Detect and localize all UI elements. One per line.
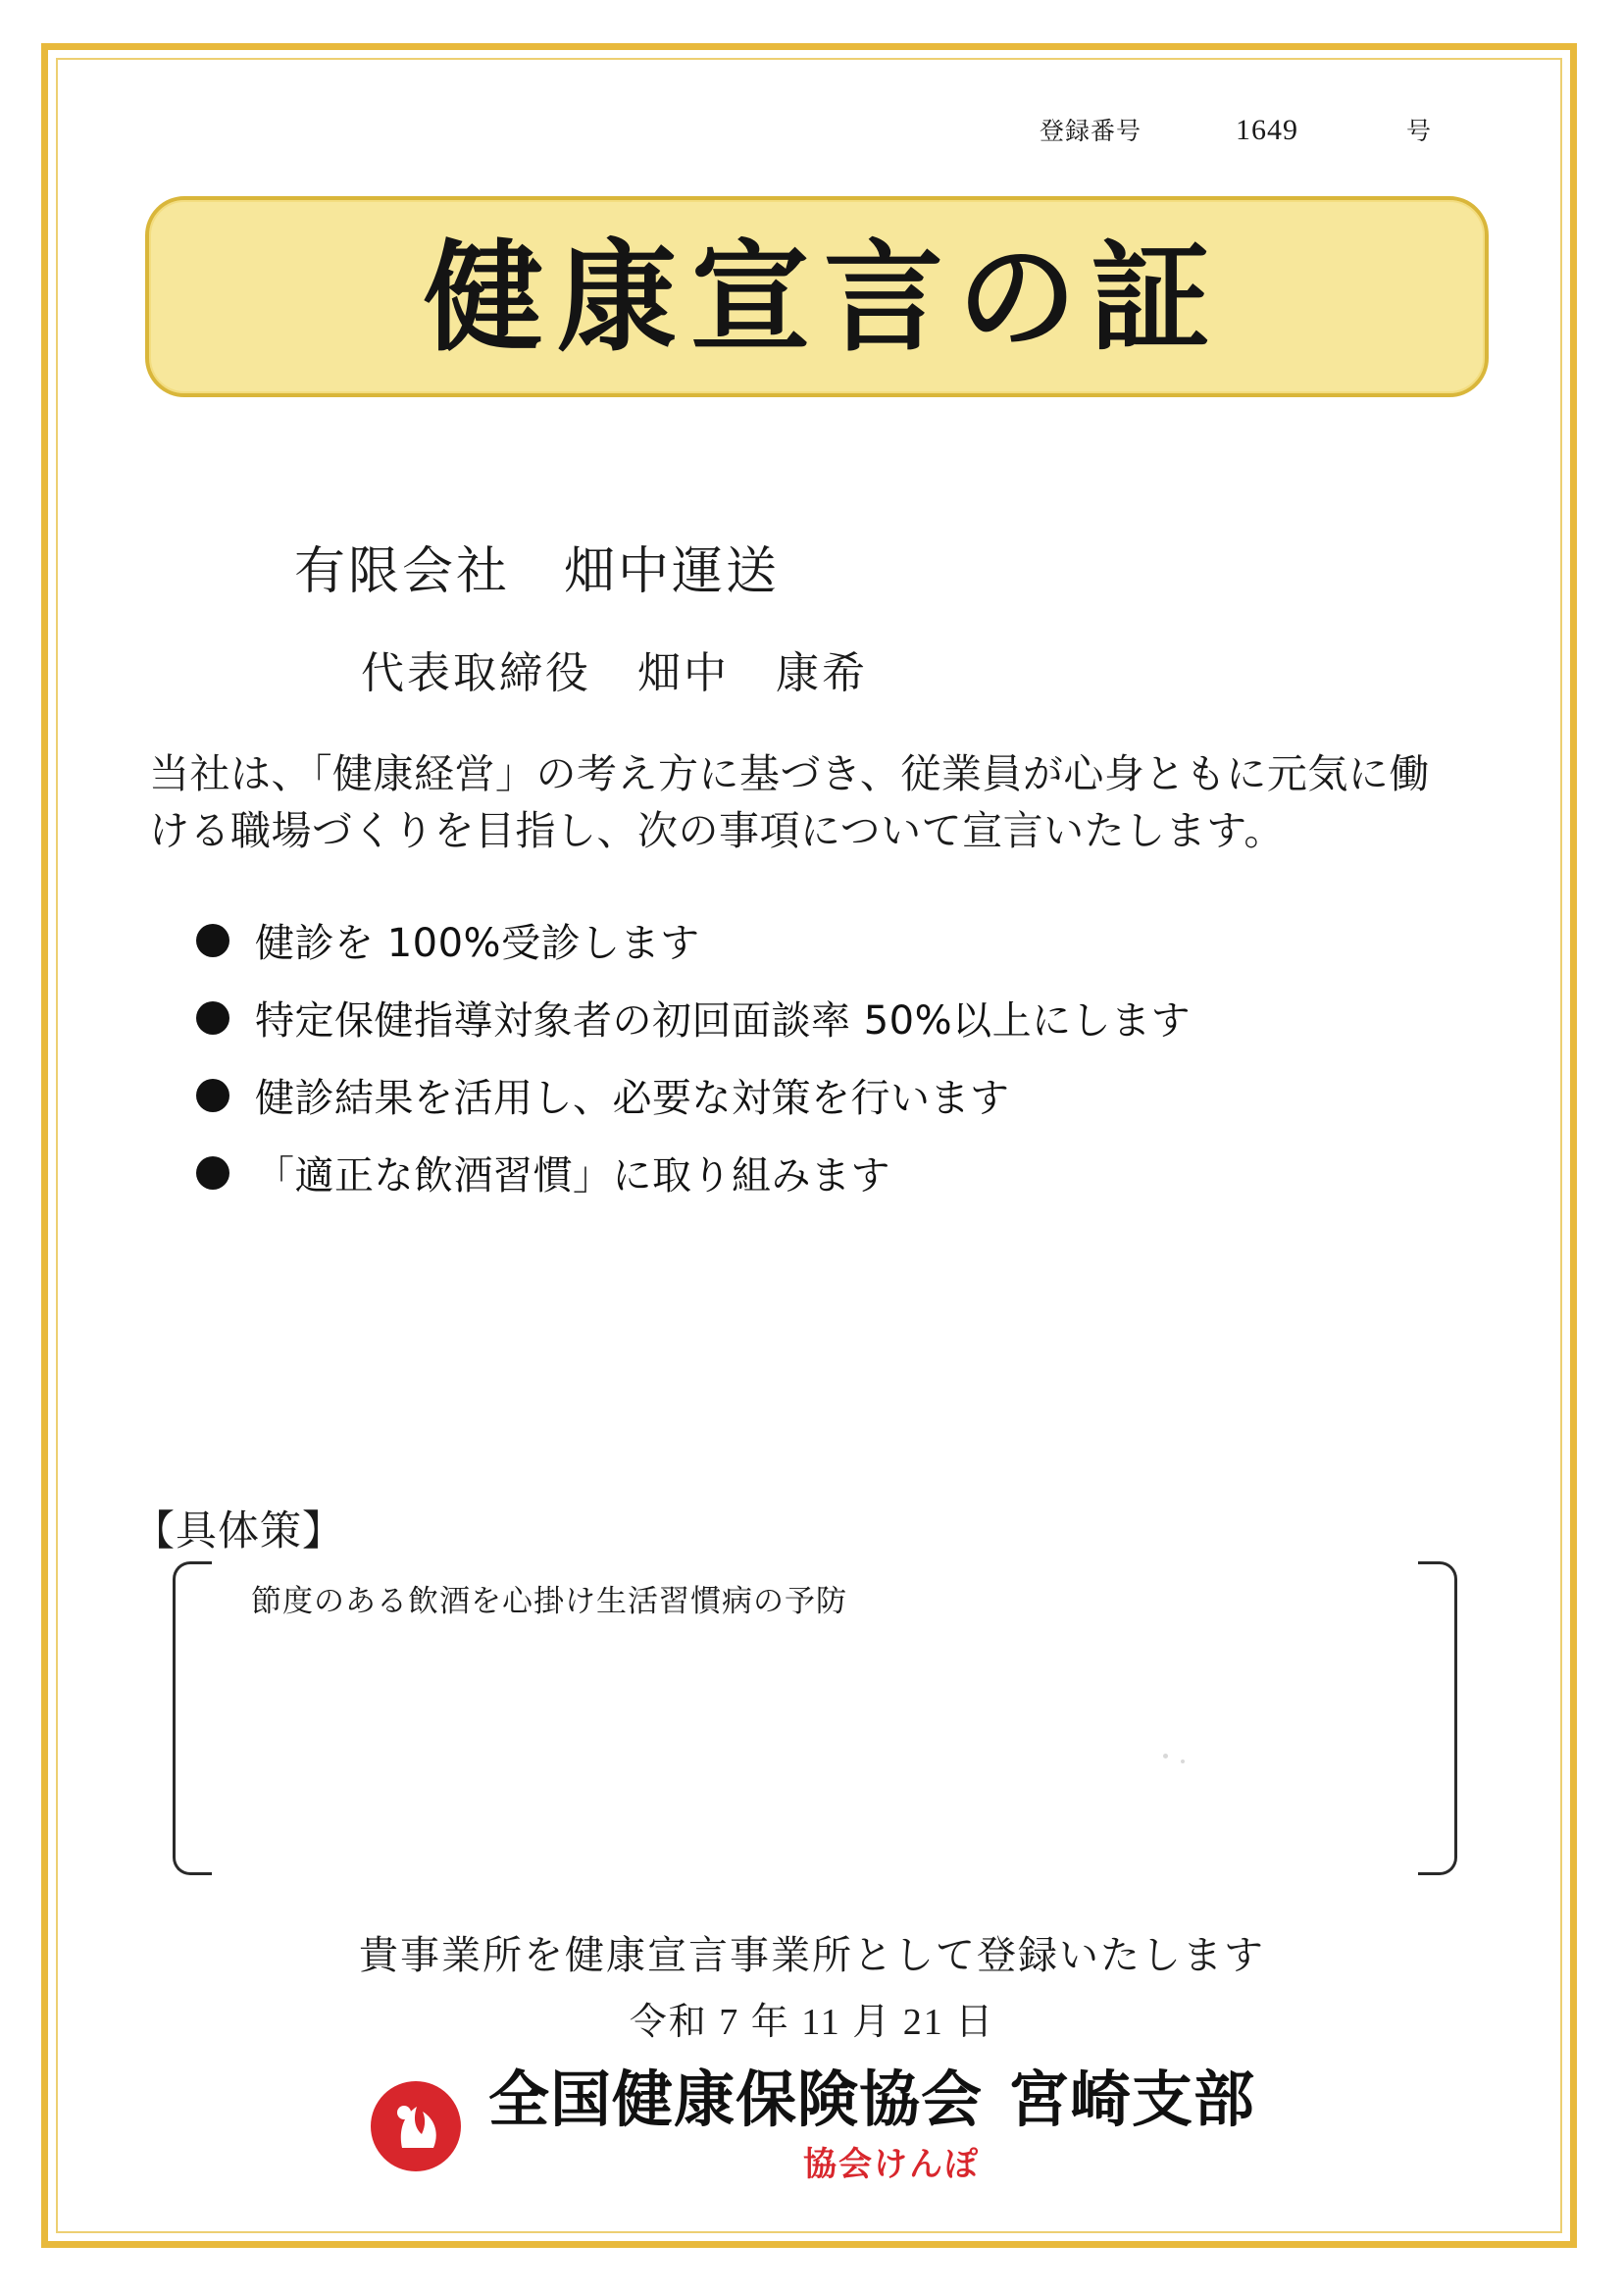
kenpo-logo-icon (369, 2079, 463, 2173)
measures-text: 節度のある飲酒を心掛け生活習慣病の予防 (251, 1584, 847, 1618)
issuer-subtitle: 協会けんぽ (803, 2145, 980, 2185)
list-item (196, 1145, 1461, 1200)
list-item (196, 1067, 1461, 1123)
scan-speck (1163, 1754, 1168, 1759)
company-name: 有限会社 畑中運送 (294, 544, 781, 600)
issuer-organization: 全国健康保険協会 (487, 2064, 983, 2135)
bullet-dot-icon (196, 924, 229, 957)
registration-number-line (1040, 112, 1510, 147)
scan-speck (1181, 1759, 1185, 1763)
issuer-names (487, 2064, 1256, 2185)
issuer-branch: 宮崎支部 (1008, 2064, 1256, 2135)
representative-name: 代表取締役 畑中 康希 (361, 649, 868, 697)
registration-number-unit: 号 (1406, 119, 1433, 145)
registration-number-label: 登録番号 (1040, 119, 1142, 145)
bracket-left-icon (173, 1561, 212, 1875)
bullet-dot-icon (196, 1001, 229, 1035)
declaration-list (196, 912, 1461, 1222)
lead-paragraph: 当社は、「健康経営」の考え方に基づき、従業員が心身ともに元気に働ける職場づくりを目指し、次の事項について宣言いたします。 (149, 751, 1430, 854)
declaration-text: 「適正な飲酒習慣」に取り組みます (255, 1153, 890, 1198)
list-item (196, 990, 1461, 1045)
page-title: 健康宣言の証 (424, 226, 1224, 368)
closing-text: 貴事業所を健康宣言事業所として登録いたします (359, 1933, 1265, 1977)
issuer-block (0, 2064, 1624, 2185)
registration-number-value: 1649 (1236, 114, 1299, 146)
issuer-organization-line (487, 2064, 1256, 2135)
bullet-dot-icon (196, 1156, 229, 1190)
title-plate (145, 196, 1489, 397)
measures-label: 【具体策】 (133, 1509, 345, 1555)
list-item (196, 912, 1461, 968)
declaration-text: 特定保健指導対象者の初回面談率 50%以上にします (255, 998, 1192, 1044)
declaration-text: 健診結果を活用し、必要な対策を行います (255, 1076, 1010, 1121)
measures-box (173, 1561, 1457, 1875)
issue-date: 令和 7 年 11 月 21 日 (629, 2002, 995, 2043)
bullet-dot-icon (196, 1079, 229, 1112)
declaration-text: 健診を 100%受診します (255, 921, 700, 966)
bracket-right-icon (1418, 1561, 1457, 1875)
